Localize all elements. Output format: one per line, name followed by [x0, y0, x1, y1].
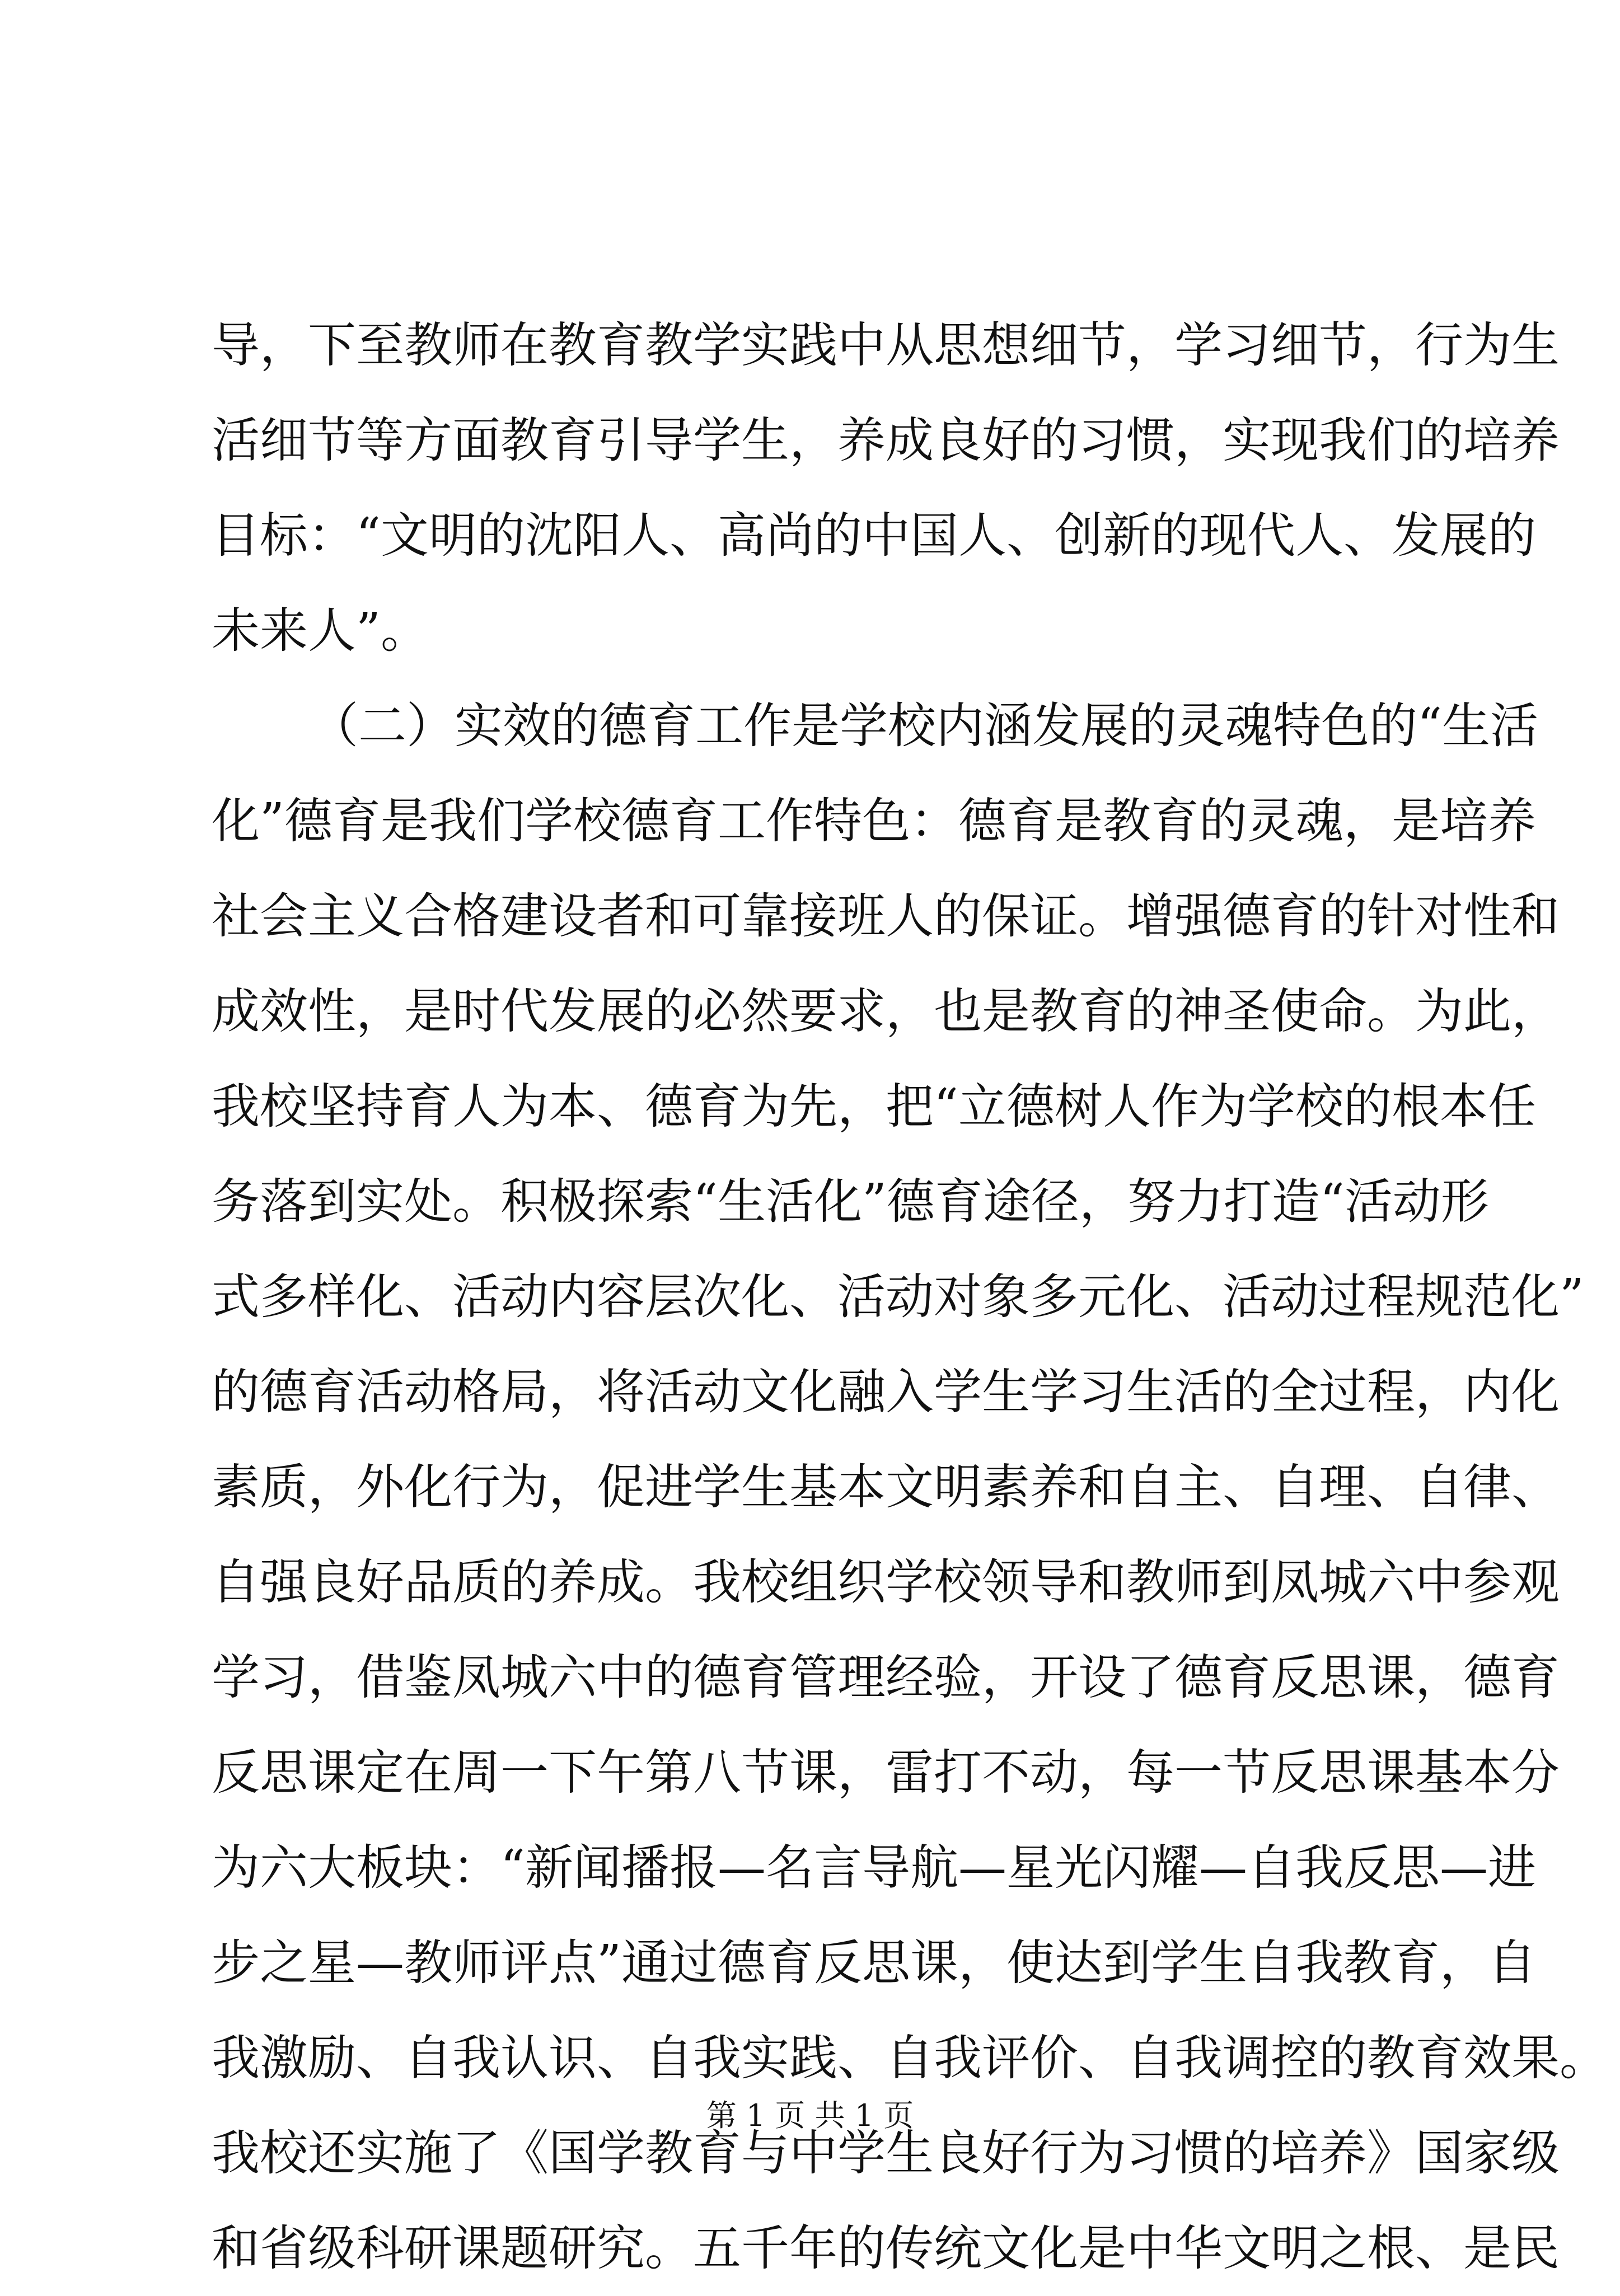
page-number-footer: 第 1 页 共 1 页	[706, 2098, 914, 2133]
text-line-20: 我校还实施了《国学教育与中学生良好行为习惯的培养》国家级	[212, 2125, 1560, 2181]
text-line-21: 和省级科研课题研究。五千年的传统文化是中华文明之根、是民	[212, 2220, 1560, 2276]
text-line-17: 为六大板块：“新闻播报—名言导航—星光闪耀—自我反思—进	[212, 1840, 1536, 1896]
text-line-14: 自强良好品质的养成。我校组织学校领导和教师到凤城六中参观	[212, 1554, 1560, 1610]
text-line-16: 反思课定在周一下午第八节课，雷打不动，每一节反思课基本分	[212, 1745, 1560, 1801]
text-line-13: 素质，外化行为，促进学生基本文明素养和自主、自理、自律、	[212, 1459, 1560, 1515]
text-line-18: 步之星—教师评点”通过德育反思课，使达到学生自我教育，自	[212, 1935, 1536, 1991]
document-body	[212, 298, 1608, 2296]
text-line-9: 我校坚持育人为本、德育为先，把“立德树人作为学校的根本任	[212, 1079, 1536, 1135]
text-line-19: 我激励、自我认识、自我实践、自我评价、自我调控的教育效果。	[212, 2030, 1608, 2086]
text-line-3: 目标：“文明的沈阳人、高尚的中国人、创新的现代人、发展的	[212, 508, 1536, 564]
text-line-12: 的德育活动格局，将活动文化融入学生学习生活的全过程，内化	[212, 1364, 1560, 1420]
text-line-5-section-heading: （二）实效的德育工作是学校内涵发展的灵魂特色的“生活	[310, 698, 1538, 754]
text-line-2: 活细节等方面教育引导学生，养成良好的习惯，实现我们的培养	[212, 413, 1560, 468]
text-line-6: 化”德育是我们学校德育工作特色：德育是教育的灵魂，是培养	[212, 793, 1536, 849]
text-line-8: 成效性，是时代发展的必然要求，也是教育的神圣使命。为此，	[212, 983, 1560, 1039]
text-line-11: 式多样化、活动内容层次化、活动对象多元化、活动过程规范化”	[212, 1269, 1584, 1325]
text-line-7: 社会主义合格建设者和可靠接班人的保证。增强德育的针对性和	[212, 888, 1560, 944]
text-line-4: 未来人”。	[212, 603, 429, 659]
text-line-1: 导，下至教师在教育教学实践中从思想细节，学习细节，行为生	[212, 317, 1560, 373]
text-line-10: 务落到实处。积极探索“生活化”德育途径，努力打造“活动形	[212, 1174, 1489, 1230]
text-line-15: 学习，借鉴凤城六中的德育管理经验，开设了德育反思课，德育	[212, 1650, 1560, 1705]
